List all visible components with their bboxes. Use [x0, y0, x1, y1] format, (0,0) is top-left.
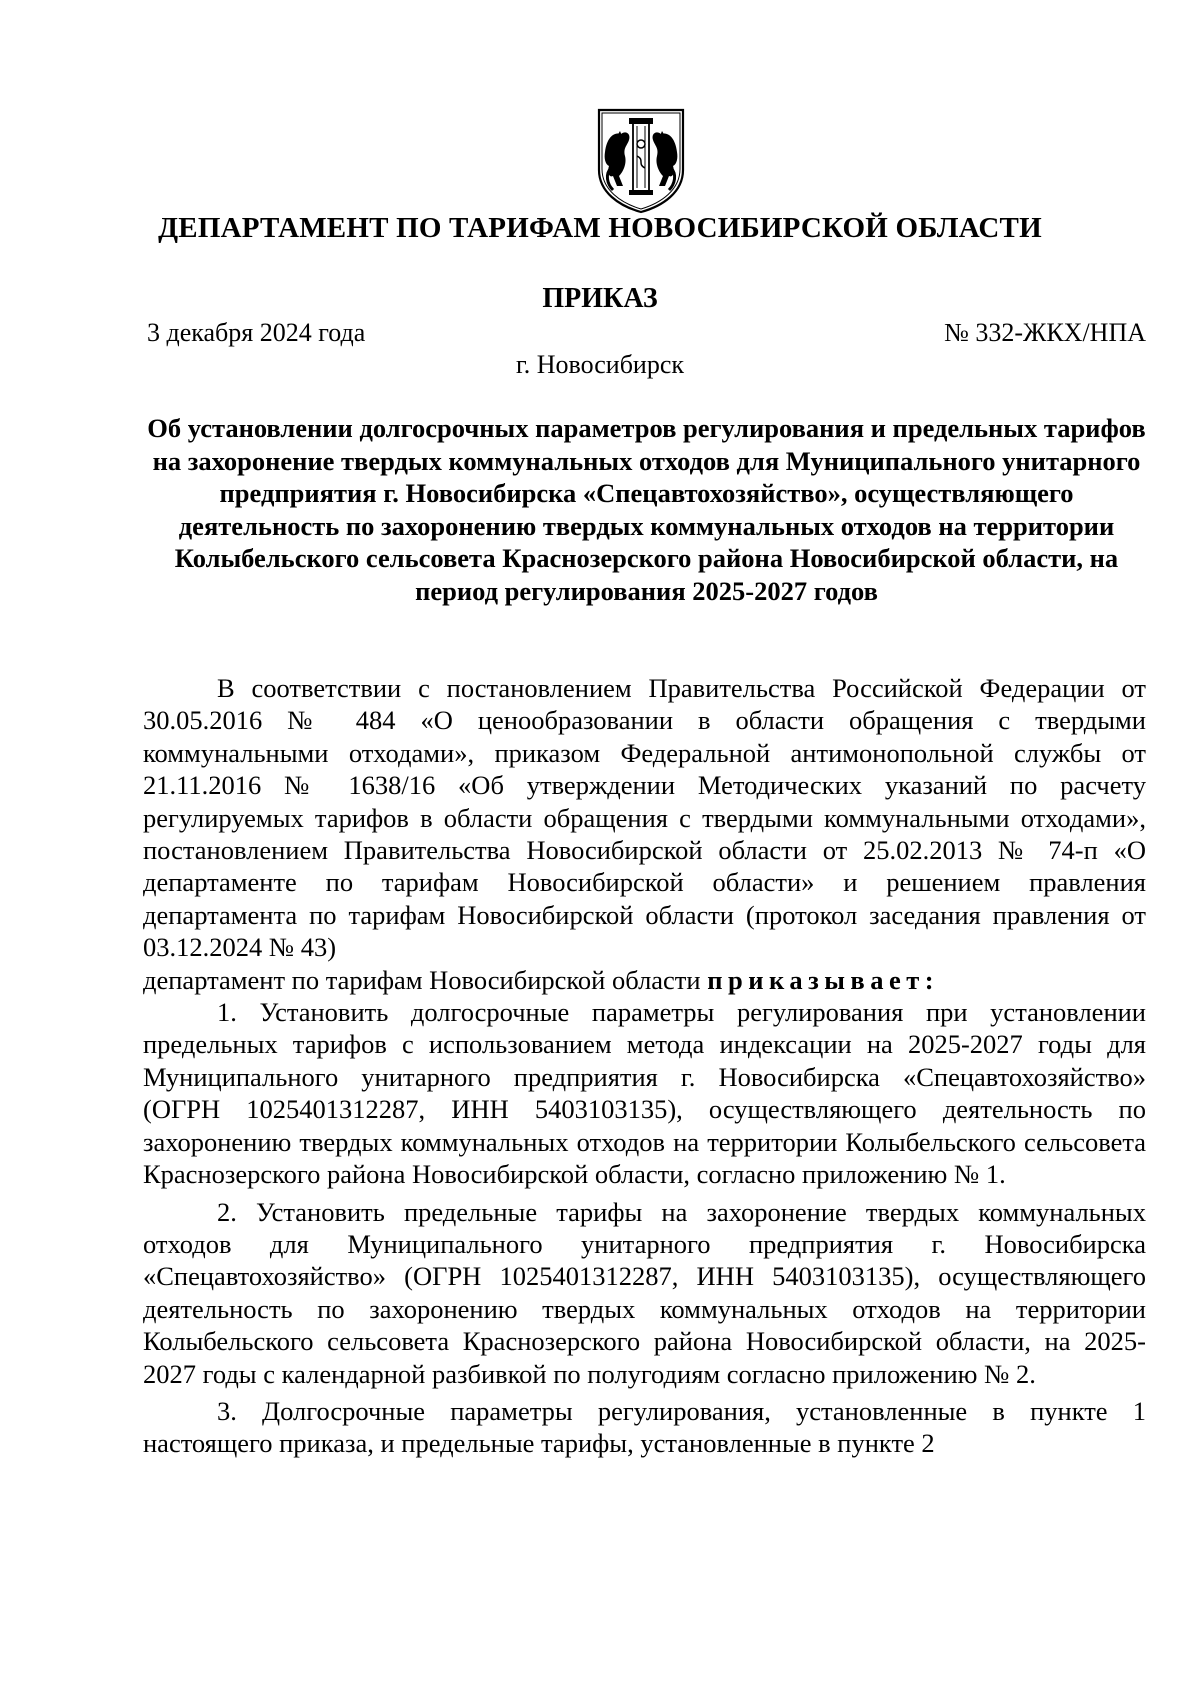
item-2-paragraph: 2. Установить предельные тарифы на захоронение твердых коммунальных отходов для Муниципального унитарного предприятия г. Новосибирска «Спецавтохозяйство» (ОГРН 1025401312287, ИНН 5403103135), осуществляющего деятельность по захоронению твердых коммунальных отходов на территории Колыбельского сельсовета Краснозерского района Новосибирской области, на 2025-2027 годы с календарной разбивкой по полугодиям согласно приложению № 2.	[143, 1196, 1146, 1389]
order-title: ПРИКАЗ	[542, 283, 658, 314]
order-date: 3 декабря 2024 года	[147, 318, 366, 347]
item-1-paragraph: 1. Установить долгосрочные параметры регулирования при установлении предельных тарифов с использованием метода индексации на 2025-2027 годы для Муниципального унитарного предприятия г. Новосибирска «Спецавтохозяйство» (ОГРН 1025401312287, ИНН 5403103135), осуществляющего деятельность по захоронению твердых коммунальных отходов на территории Колыбельского сельсовета Краснозерского района Новосибирской области, согласно приложению № 1.	[143, 997, 1146, 1190]
order-number: № 332-ЖКХ/НПА	[944, 318, 1146, 347]
item-3-paragraph: 3. Долгосрочные параметры регулирования, установленные в пункте 1 настоящего приказа, и предельные тарифы, установленные в пункте 2	[143, 1395, 1146, 1459]
orders-lead-text: департамент по тарифам Новосибирской области	[143, 964, 701, 995]
order-subject: Об установлении долгосрочных параметров регулирования и предельных тарифов на захоронение твердых коммунальных отходов для Муниципального унитарного предприятия г. Новосибирска «Спецавтохозяйство», осуществляющего деятельность по захоронению твердых коммунальных отходов на территории Колыбельского сельсовета Краснозерского района Новосибирской области, на период регулирования 2025-2027 годов	[147, 413, 1146, 606]
orders-verb: приказывает:	[707, 964, 940, 995]
order-body	[143, 672, 1146, 1460]
department-title: ДЕПАРТАМЕНТ ПО ТАРИФАМ НОВОСИБИРСКОЙ ОБЛАСТИ	[158, 212, 1042, 244]
orders-lead-paragraph	[143, 964, 1146, 996]
order-city: г. Новосибирск	[515, 350, 685, 379]
preamble-paragraph: В соответствии с постановлением Правительства Российской Федерации от 30.05.2016 № 484 «О ценообразовании в области обращения с твердыми коммунальными отходами», приказом Федеральной антимонопольной службы от 21.11.2016 № 1638/16 «Об утверждении Методических указаний по расчету регулируемых тарифов в области обращения с твердыми коммунальными отходами», постановлением Правительства Новосибирской области от 25.02.2013 № 74-п «О департаменте по тарифам Новосибирской области» и решением правления департамента по тарифам Новосибирской области (протокол заседания правления от 03.12.2024 № 43)	[143, 673, 1146, 963]
coat-of-arms-icon	[593, 106, 689, 216]
